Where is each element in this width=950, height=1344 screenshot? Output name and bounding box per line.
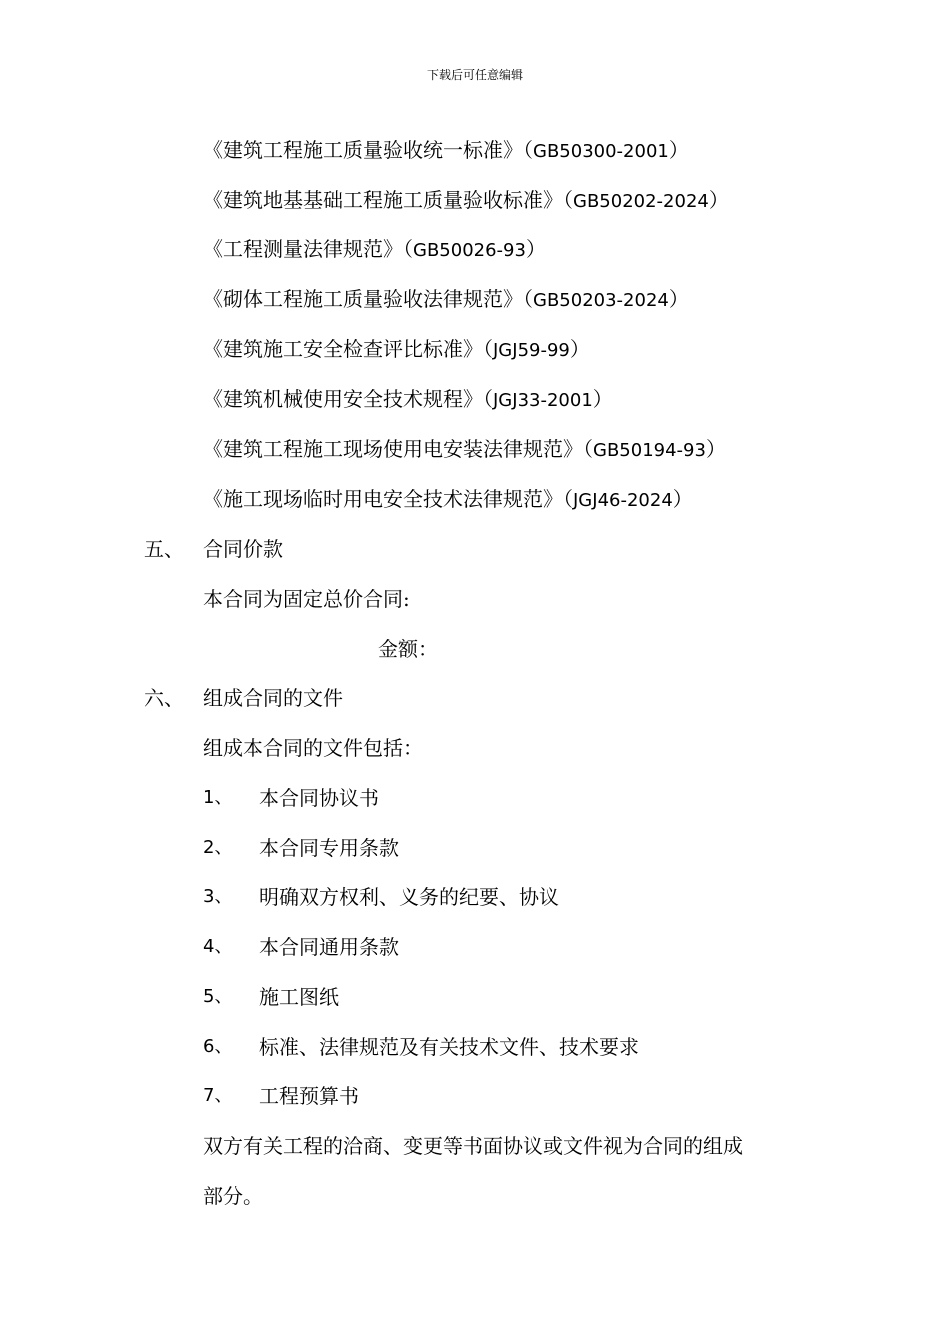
standard-code: GB50202-2024: [573, 191, 709, 212]
standard-item: [203, 286, 689, 314]
standard-title: 《建筑地基基础工程施工质量验收标准》（: [203, 188, 573, 212]
list-item-number: 4、: [203, 936, 233, 957]
standard-code: JGJ46-2024: [573, 490, 673, 511]
list-item-number: 5、: [203, 986, 233, 1007]
section-6-intro: 组成本合同的文件包括：: [203, 736, 423, 760]
list-item: 本合同通用条款: [259, 935, 399, 959]
standard-title: 《建筑工程施工质量验收统一标准》（: [203, 138, 533, 162]
standard-close: ）: [592, 387, 613, 411]
standard-title: 《砌体工程施工质量验收法律规范》（: [203, 287, 533, 311]
standard-title: 《建筑施工安全检查评比标准》（: [203, 337, 493, 361]
standard-item: [203, 187, 729, 215]
standard-item: [203, 386, 613, 414]
list-item-number: 7、: [203, 1085, 233, 1106]
standard-item: [203, 236, 546, 264]
section-5-body: 本合同为固定总价合同:: [203, 587, 410, 611]
standard-close: ）: [569, 337, 590, 361]
standard-title: 《建筑机械使用安全技术规程》（: [203, 387, 493, 411]
list-item-number: 6、: [203, 1036, 233, 1057]
list-item: 明确双方权利、义务的纪要、协议: [259, 885, 559, 909]
standard-item: [203, 137, 689, 165]
standard-title: 《施工现场临时用电安全技术法律规范》（: [203, 487, 573, 511]
standard-close: ）: [708, 188, 729, 212]
closing-paragraph-line-2: 部分。: [203, 1184, 263, 1208]
amount-label: 金额：: [378, 637, 438, 661]
standard-close: ）: [705, 437, 726, 461]
section-6-title: 组成合同的文件: [203, 686, 343, 710]
standard-title: 《建筑工程施工现场使用电安装法律规范》（: [203, 437, 593, 461]
list-item: 标准、法律规范及有关技术文件、技术要求: [259, 1035, 639, 1059]
list-item: 施工图纸: [259, 985, 339, 1009]
section-5-number: 五、: [144, 537, 184, 561]
standard-code: JGJ59-99: [493, 340, 570, 361]
section-6-number: 六、: [144, 686, 184, 710]
standard-close: ）: [525, 237, 546, 261]
standard-code: GB50026-93: [413, 240, 526, 261]
standard-item: [203, 336, 590, 364]
standard-code: GB50203-2024: [533, 290, 669, 311]
standard-title: 《工程测量法律规范》（: [203, 237, 413, 261]
standard-close: ）: [668, 287, 689, 311]
standard-item: [203, 436, 726, 464]
standard-close: ）: [672, 487, 693, 511]
section-5-title: 合同价款: [203, 537, 283, 561]
list-item-number: 3、: [203, 886, 233, 907]
standard-item: [203, 486, 693, 514]
list-item: 工程预算书: [259, 1084, 359, 1108]
page-header: 下载后可任意编辑: [426, 68, 523, 82]
standard-code: GB50194-93: [593, 440, 706, 461]
standard-close: ）: [668, 138, 689, 162]
list-item-number: 2、: [203, 837, 233, 858]
standard-code: JGJ33-2001: [493, 390, 593, 411]
list-item: 本合同协议书: [259, 786, 379, 810]
closing-paragraph-line-1: 双方有关工程的洽商、变更等书面协议或文件视为合同的组成: [203, 1134, 743, 1158]
list-item: 本合同专用条款: [259, 836, 399, 860]
standard-code: GB50300-2001: [533, 141, 669, 162]
list-item-number: 1、: [203, 787, 233, 808]
